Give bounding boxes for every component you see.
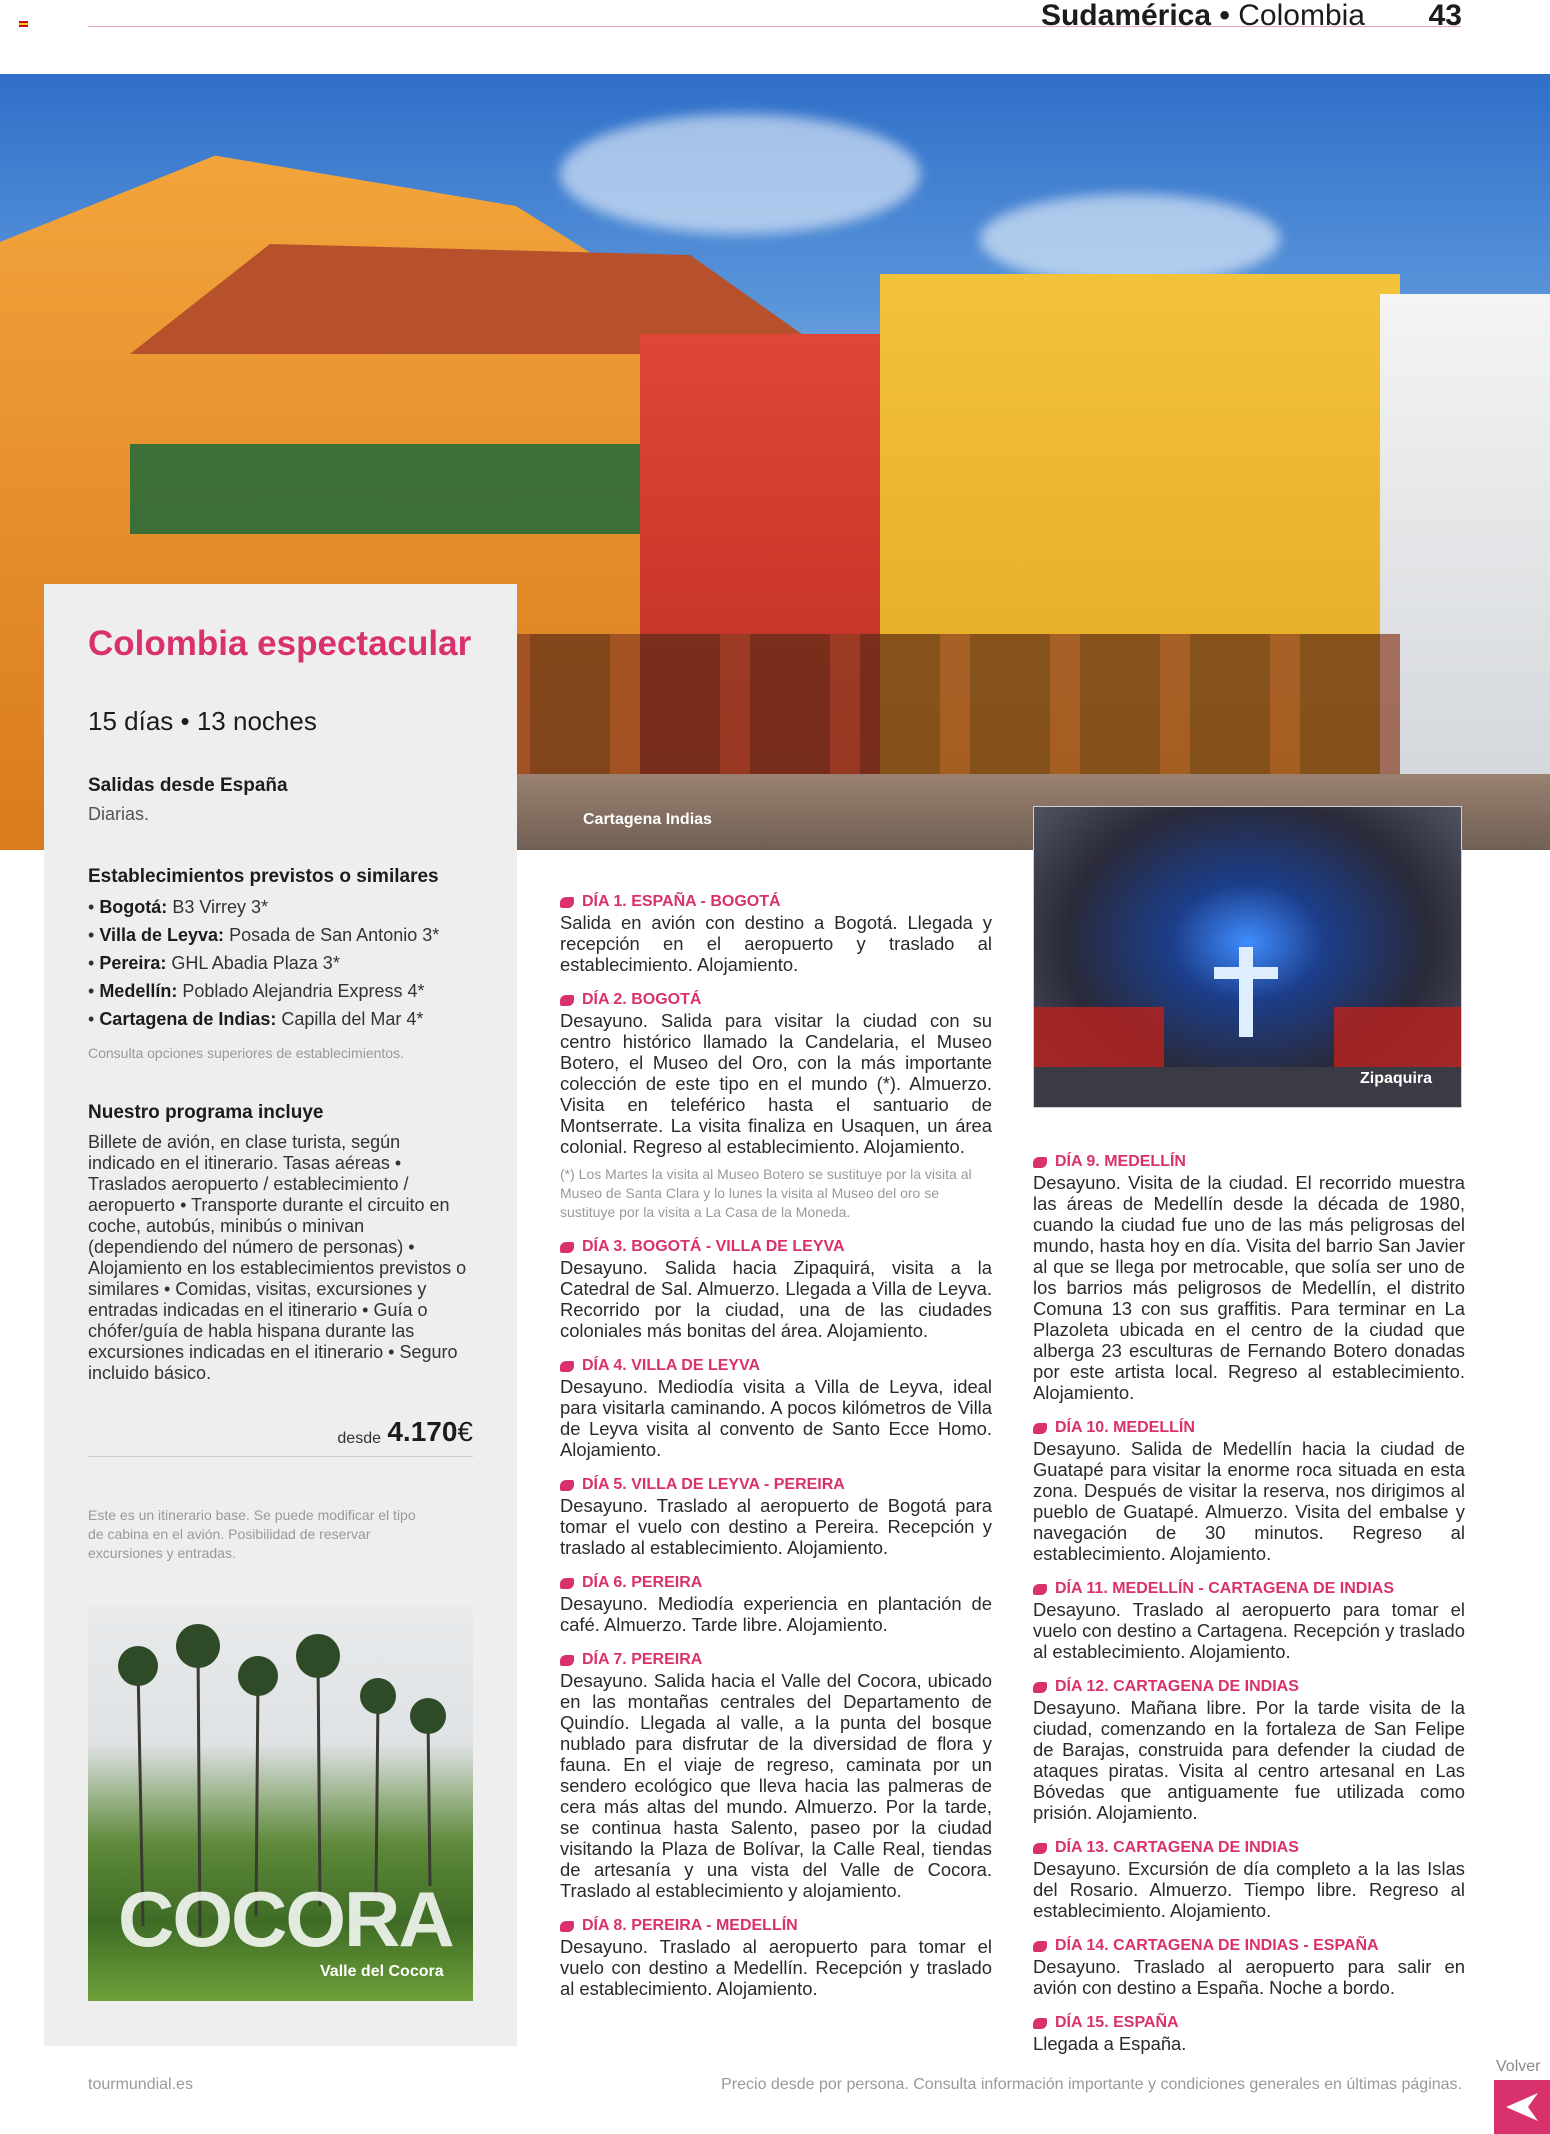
trip-duration: 15 días • 13 noches xyxy=(88,706,317,736)
day-text: Desayuno. Salida hacia el Valle del Cocora, ubicado en las montañas centrales del Departamento de Quindío. Llegada al valle, a la punta del bosque nublado para disfrutar de la diversidad de flora y fauna. En el viaje de regreso, caminata por un sendero ecológico que lleva hacia las palmeras de cera más altas del mundo. Almuerzo. Por la tarde, se continua hasta Salento, paseo por la ciudad visitando la Plaza de Bolívar, la Calle Real, tiendas de artesanía y una vista del Valle de Cocora. Traslado al establecimiento y alojamiento. xyxy=(560,1670,992,1901)
day-title: DÍA 12. CARTAGENA DE INDIAS xyxy=(1055,1678,1299,1695)
hotel-name: GHL Abadia Plaza 3* xyxy=(171,953,340,973)
hotel-name: B3 Virrey 3* xyxy=(172,897,269,917)
itinerary-column-1 xyxy=(560,892,992,2014)
day-title: DÍA 9. MEDELLÍN xyxy=(1055,1153,1186,1170)
country-label: Colombia xyxy=(1238,0,1365,32)
hotel-name: Posada de San Antonio 3* xyxy=(229,925,440,945)
itinerary-day xyxy=(1033,1677,1465,1823)
itinerary-day xyxy=(560,892,992,975)
section-title xyxy=(1041,0,1365,34)
day-text: Desayuno. Mediodía visita a Villa de Leyva, ideal para visitarla caminando. A pocos kilómetros de Villa de Leyva visita al convento de Santo Ecce Homo. Alojamiento. xyxy=(560,1376,992,1460)
day-text: Desayuno. Mediodía experiencia en plantación de café. Almuerzo. Tarde libre. Alojamiento. xyxy=(560,1593,992,1635)
day-heading xyxy=(560,1475,992,1495)
hotel-item: • Bogotá: B3 Virrey 3* xyxy=(88,897,269,917)
day-text: Desayuno. Traslado al aeropuerto de Bogotá para tomar el vuelo con destino a Pereira. Recepción y traslado al establecimiento. Alojamiento. xyxy=(560,1495,992,1558)
day-heading xyxy=(560,1916,992,1936)
hotel-city: Cartagena de Indias: xyxy=(99,1009,277,1029)
day-note: (*) Los Martes la visita al Museo Botero se sustituye por la visita al Museo de Santa Clara y lo lunes la visita al Museo del oro se sustituye por la visita a La Casa de la Moneda. xyxy=(560,1166,972,1220)
day-title: DÍA 5. VILLA DE LEYVA - PEREIRA xyxy=(582,1476,845,1493)
itinerary-day xyxy=(1033,1418,1465,1564)
bullet-icon xyxy=(1033,1843,1047,1854)
hotels-heading: Establecimientos previstos o similares xyxy=(88,866,439,887)
day-title: DÍA 13. CARTAGENA DE INDIAS xyxy=(1055,1839,1299,1856)
day-heading xyxy=(1033,2013,1465,2033)
itinerary-column-2 xyxy=(1033,1152,1465,2069)
cross-illustration xyxy=(1034,807,1461,1107)
bullet-icon xyxy=(560,1655,574,1666)
price-currency: € xyxy=(457,1416,473,1447)
day-heading xyxy=(1033,1677,1465,1697)
day-text: Desayuno. Traslado al aeropuerto para salir en avión con destino a España. Noche a bordo. xyxy=(1033,1956,1465,1998)
hero-caption: Cartagena Indias xyxy=(583,811,712,828)
hotel-city: Villa de Leyva: xyxy=(99,925,225,945)
itinerary-day xyxy=(1033,1579,1465,1662)
bullet-icon xyxy=(560,995,574,1006)
separator: • xyxy=(1219,0,1230,32)
spain-flag-icon xyxy=(19,21,28,27)
trip-title: Colombia espectacular xyxy=(88,624,472,663)
bullet-icon xyxy=(560,897,574,908)
day-title: DÍA 7. PEREIRA xyxy=(582,1651,703,1668)
itinerary-day xyxy=(560,1916,992,1999)
day-text: Desayuno. Traslado al aeropuerto para tomar el vuelo con destino a Cartagena. Recepción y traslado al establecimiento. Alojamiento. xyxy=(1033,1599,1465,1662)
hotel-name: Capilla del Mar 4* xyxy=(281,1009,424,1029)
departures-heading: Salidas desde España xyxy=(88,775,288,796)
day-heading xyxy=(560,1573,992,1593)
itinerary-day xyxy=(560,1650,992,1901)
itinerary-day xyxy=(560,1573,992,1635)
hotel-item: • Medellín: Poblado Alejandria Express 4* xyxy=(88,981,425,1001)
day-heading xyxy=(1033,1936,1465,1956)
day-title: DÍA 1. ESPAÑA - BOGOTÁ xyxy=(582,893,781,910)
bullet-icon xyxy=(560,1361,574,1372)
day-title: DÍA 6. PEREIRA xyxy=(582,1574,703,1591)
itinerary-day xyxy=(560,990,992,1222)
day-text: Salida en avión con destino a Bogotá. Llegada y recepción en el aeropuerto y traslado al establecimiento. Alojamiento. xyxy=(560,912,992,975)
day-title: DÍA 4. VILLA DE LEYVA xyxy=(582,1357,761,1374)
back-label[interactable]: Volver xyxy=(1496,2058,1541,2075)
day-heading xyxy=(1033,1418,1465,1438)
price-amount: 4.170 xyxy=(387,1416,458,1447)
itinerary-day xyxy=(1033,1152,1465,1403)
day-heading xyxy=(560,990,992,1010)
price-value xyxy=(387,1416,473,1448)
bullet-icon xyxy=(560,1578,574,1589)
itinerary-day xyxy=(1033,1936,1465,1998)
legal-note: Precio desde por persona. Consulta información importante y condiciones generales en últimas páginas. xyxy=(721,2076,1462,2093)
disclaimer: Este es un itinerario base. Se puede modificar el tipo de cabina en el avión. Posibilidad de reservar excursiones y entradas. xyxy=(88,1507,416,1561)
itinerary-day xyxy=(560,1237,992,1341)
day-text: Desayuno. Salida para visitar la ciudad con su centro histórico llamado la Candelaria, el Museo Botero, el Museo del Oro, con la más importante colección de este tipo en el mundo (*). Almuerzo. Visita en teleférico hasta el santuario de Montserrate. La visita finaliza en Usaquen, un área colonial. Regreso al establecimiento. Alojamiento. xyxy=(560,1010,992,1157)
day-heading xyxy=(1033,1152,1465,1172)
site-url[interactable]: tourmundial.es xyxy=(88,2076,193,2093)
cocora-caption: Valle del Cocora xyxy=(320,1963,444,1980)
hotel-city: Medellín: xyxy=(99,981,178,1001)
bullet-icon xyxy=(1033,1941,1047,1952)
day-title: DÍA 15. ESPAÑA xyxy=(1055,2014,1179,2031)
hotel-item: • Cartagena de Indias: Capilla del Mar 4* xyxy=(88,1009,424,1029)
itinerary-day xyxy=(560,1475,992,1558)
photo-valle-cocora xyxy=(88,1606,473,2001)
includes-heading: Nuestro programa incluye xyxy=(88,1102,324,1123)
day-heading xyxy=(560,892,992,912)
hotel-item: • Pereira: GHL Abadia Plaza 3* xyxy=(88,953,340,973)
day-heading xyxy=(560,1237,992,1257)
includes-text: Billete de avión, en clase turista, según indicado en el itinerario. Tasas aéreas • Traslados aeropuerto / establecimiento / aeropuerto • Transporte durante el circuito en coche, autobús, minibús o minivan (dependiendo del número de personas) • Alojamiento en los establecimientos previstos o similares • Comidas, visitas, excursiones y entradas indicadas en el itinerario • Guía o chófer/guía de habla hispana durante las excursiones indicadas en el itinerario • Seguro incluido básico. xyxy=(88,1132,467,1383)
day-text: Desayuno. Excursión de día completo a la las Islas del Rosario. Almuerzo. Tiempo libre. Regreso al establecimiento. Alojamiento. xyxy=(1033,1858,1465,1921)
bullet-icon xyxy=(560,1921,574,1932)
departures-text: Diarias. xyxy=(88,804,150,824)
day-text: Desayuno. Mañana libre. Por la tarde visita de la ciudad, comenzando en la fortaleza de San Felipe de Barajas, construida para defender la ciudad de ataques piratas. Visita al centro artesanal en Las Bóvedas que antiguamente fue utilizada como prisión. Alojamiento. xyxy=(1033,1697,1465,1823)
hotel-name: Poblado Alejandria Express 4* xyxy=(182,981,425,1001)
bullet-icon xyxy=(1033,1423,1047,1434)
cocora-sign: COCORA xyxy=(118,1875,453,1963)
hotel-item: • Villa de Leyva: Posada de San Antonio 3* xyxy=(88,925,440,945)
day-text: Desayuno. Visita de la ciudad. El recorrido muestra las áreas de Medellín desde la década de 1980, cuando la ciudad fue uno de las más peligrosas del mundo, hasta hoy en día. Visita del barrio San Javier al que se llega por metrocable, que solía ser uno de los barrios más peligrosos de Medellín, el distrito Comuna 13 con sus graffitis. Para terminar en La Plazoleta ubicada en el centro de la ciudad que alberga 23 esculturas de Fernando Botero donadas por este artista local. Regreso al establecimiento. Alojamiento. xyxy=(1033,1172,1465,1403)
day-heading xyxy=(560,1356,992,1376)
itinerary-day xyxy=(1033,1838,1465,1921)
back-button[interactable] xyxy=(1494,2080,1550,2134)
bullet-icon xyxy=(1033,2018,1047,2029)
price-block xyxy=(88,1416,473,1457)
bullet-icon xyxy=(560,1480,574,1491)
day-title: DÍA 3. BOGOTÁ - VILLA DE LEYVA xyxy=(582,1238,845,1255)
day-title: DÍA 8. PEREIRA - MEDELLÍN xyxy=(582,1917,798,1934)
bullet-icon xyxy=(560,1242,574,1253)
zipaquira-caption: Zipaquira xyxy=(1360,1070,1433,1087)
day-text: Desayuno. Salida de Medellín hacia la ciudad de Guatapé para visitar la enorme roca situada en esta zona. Después de visitar la reserva, nos dirigimos al pueblo de Guatapé. Almuerzo. Visita del embalse y navegación de 30 minutos. Regreso al establecimiento. Alojamiento. xyxy=(1033,1438,1465,1564)
bullet-icon xyxy=(1033,1157,1047,1168)
day-title: DÍA 14. CARTAGENA DE INDIAS - ESPAÑA xyxy=(1055,1937,1379,1954)
back-arrow-icon xyxy=(1506,2093,1538,2121)
day-text: Llegada a España. xyxy=(1033,2033,1187,2054)
hotel-city: Pereira: xyxy=(99,953,167,973)
day-heading xyxy=(560,1650,992,1670)
hotel-city: Bogotá: xyxy=(99,897,168,917)
bullet-icon xyxy=(1033,1682,1047,1693)
day-text: Desayuno. Salida hacia Zipaquirá, visita a la Catedral de Sal. Almuerzo. Llegada a Villa de Leyva. Recorrido por la ciudad, una de las ciudades coloniales más bonitas del área. Alojamiento. xyxy=(560,1257,992,1341)
day-heading xyxy=(1033,1838,1465,1858)
photo-zipaquira xyxy=(1033,806,1462,1108)
itinerary-day xyxy=(560,1356,992,1460)
region-label: Sudamérica xyxy=(1040,0,1212,32)
day-title: DÍA 10. MEDELLÍN xyxy=(1055,1419,1195,1436)
day-title: DÍA 2. BOGOTÁ xyxy=(582,991,702,1008)
price-label: desde xyxy=(337,1430,381,1447)
hotels-note: Consulta opciones superiores de establecimientos. xyxy=(88,1045,404,1061)
day-heading xyxy=(1033,1579,1465,1599)
bullet-icon xyxy=(1033,1584,1047,1595)
day-title: DÍA 11. MEDELLÍN - CARTAGENA DE INDIAS xyxy=(1055,1580,1394,1597)
itinerary-day xyxy=(1033,2013,1465,2054)
day-text: Desayuno. Traslado al aeropuerto para tomar el vuelo con destino a Medellín. Recepción y traslado al establecimiento. Alojamiento. xyxy=(560,1936,992,1999)
hotel-list xyxy=(88,893,508,1033)
page-number: 43 xyxy=(1428,0,1462,32)
